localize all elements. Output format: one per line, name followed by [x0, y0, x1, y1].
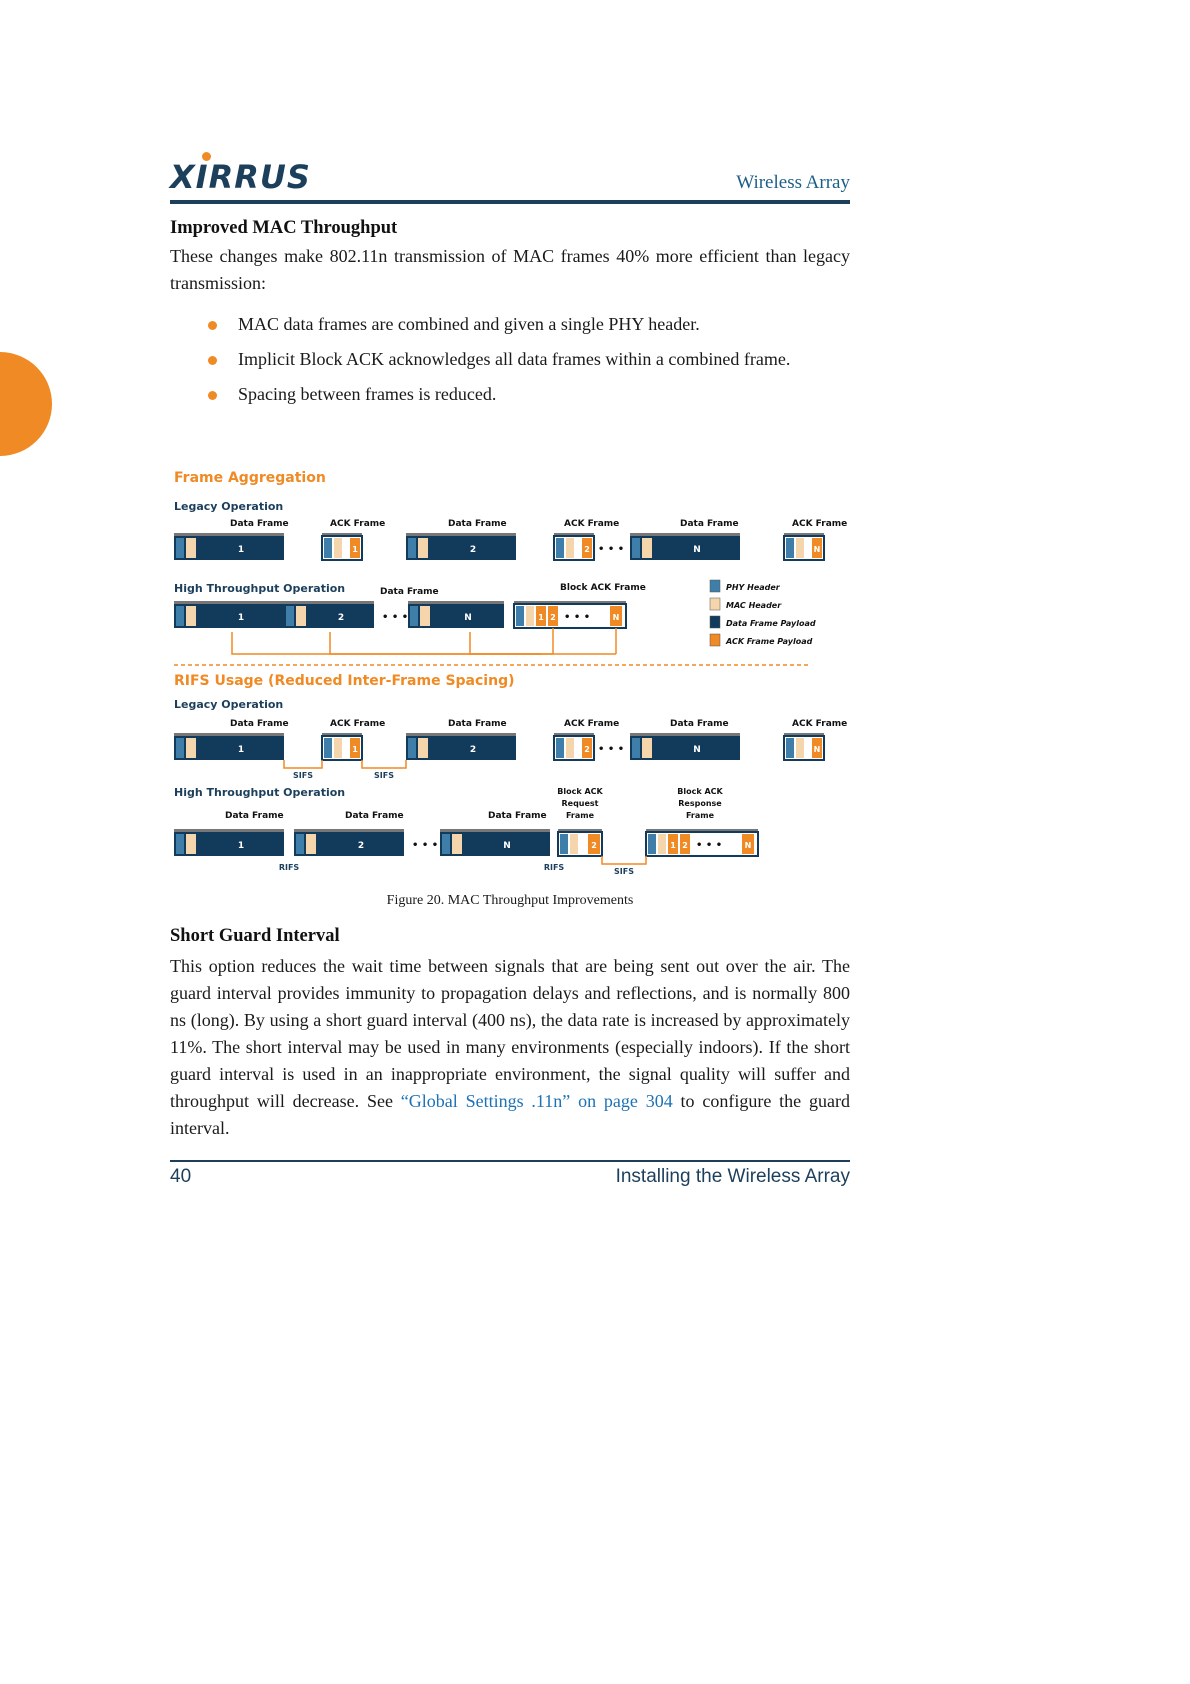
ellipsis: • • • — [696, 840, 723, 851]
diagram-label: Data Frame — [448, 719, 507, 729]
mac-header-block — [186, 834, 196, 854]
frame-number: 2 — [591, 841, 597, 850]
list-item: Spacing between frames is reduced. — [170, 381, 850, 408]
legend-label: Data Frame Payload — [726, 619, 816, 628]
frame-number: 1 — [352, 745, 358, 754]
frame-top-bar — [630, 733, 740, 736]
section-title: Short Guard Interval — [170, 926, 340, 946]
mac-header-block — [186, 538, 196, 558]
phy-header-block — [296, 834, 304, 854]
phy-header-block — [410, 606, 418, 626]
diagram-label: Request — [561, 799, 599, 808]
legend-label: PHY Header — [726, 583, 780, 592]
frame-number: N — [813, 745, 821, 754]
mac-header-block — [418, 738, 428, 758]
list-item: Implicit Block ACK acknowledges all data frames within a combined frame. — [170, 346, 850, 373]
mac-header-block — [642, 538, 652, 558]
mac-header-block — [306, 834, 316, 854]
rifs-label: RIFS — [543, 863, 565, 872]
frame-top-bar — [174, 533, 284, 536]
frame-number: N — [813, 545, 821, 554]
mac-header-block — [526, 606, 534, 626]
phy-header-block — [408, 738, 416, 758]
frame-number: 2 — [469, 545, 477, 555]
frame-number: 1 — [237, 613, 245, 623]
mac-header-block — [420, 606, 430, 626]
legend-swatch — [710, 580, 720, 592]
mac-header-block — [186, 738, 196, 758]
frame-number: N — [612, 613, 620, 622]
frame-top-bar — [440, 829, 550, 832]
frame-number: 2 — [469, 745, 477, 755]
mac-header-block — [418, 538, 428, 558]
frame-number: N — [693, 545, 701, 555]
frame-number: 1 — [352, 545, 358, 554]
sifs-bracket — [284, 760, 322, 768]
frame-number: 2 — [682, 841, 688, 850]
frame-top-bar — [174, 733, 284, 736]
frame-top-bar — [406, 733, 516, 736]
diagram-label: Response — [678, 799, 722, 808]
ack-connector-line — [470, 632, 616, 654]
frame-number: N — [744, 841, 752, 850]
mac-header-block — [296, 606, 306, 626]
bullet-icon — [208, 356, 217, 365]
diagram-label: Data Frame — [230, 519, 289, 529]
frame-number: 1 — [670, 841, 676, 850]
frame-number: N — [464, 613, 472, 623]
sifs-label: SIFS — [293, 771, 313, 780]
ellipsis: • • • — [564, 612, 591, 623]
phy-header-block — [786, 738, 794, 758]
frame-top-bar — [174, 829, 284, 832]
diagram-label: Data Frame — [448, 519, 507, 529]
ellipsis: • • • — [382, 612, 409, 623]
section-intro: These changes make 802.11n transmission of MAC frames 40% more efficient than legacy transmission: — [170, 246, 850, 293]
diagram-label: Data Frame — [345, 811, 404, 821]
diagram-label: ACK Frame — [330, 519, 386, 529]
ellipsis: • • • — [598, 744, 625, 755]
brand-logo: XIRRUS — [170, 158, 311, 196]
phy-header-block — [176, 834, 184, 854]
figure-title: Frame Aggregation — [174, 470, 326, 486]
diagram-label: Block ACK — [677, 787, 723, 796]
frame-number: 1 — [237, 545, 245, 555]
phy-header-block — [786, 538, 794, 558]
bullet-list — [170, 311, 850, 408]
mac-header-block — [796, 738, 804, 758]
frame-top-bar — [406, 533, 516, 536]
mac-header-block — [334, 738, 342, 758]
diagram-label: Data Frame — [230, 719, 289, 729]
diagram-label: Data Frame — [670, 719, 729, 729]
phy-header-block — [516, 606, 524, 626]
mac-header-block — [658, 834, 666, 854]
bullet-icon — [208, 391, 217, 400]
page-header — [170, 152, 850, 206]
phy-header-block — [324, 738, 332, 758]
diagram-label: Data Frame — [225, 811, 284, 821]
frame-top-bar — [294, 829, 404, 832]
row-label: Legacy Operation — [174, 698, 284, 711]
diagram-label: ACK Frame — [792, 519, 848, 529]
frame-number: 1 — [237, 745, 245, 755]
mac-header-block — [796, 538, 804, 558]
footer-rule — [170, 1160, 850, 1162]
ack-connector-line — [330, 632, 553, 654]
phy-header-block — [324, 538, 332, 558]
frame-top-bar — [284, 601, 374, 604]
phy-header-block — [408, 538, 416, 558]
phy-header-block — [632, 738, 640, 758]
phy-header-block — [556, 738, 564, 758]
mac-header-block — [186, 606, 196, 626]
frame-number: 2 — [550, 613, 556, 622]
sifs-label: SIFS — [374, 771, 394, 780]
mac-header-block — [642, 738, 652, 758]
frame-number: N — [693, 745, 701, 755]
section-body: This option reduces the wait time between signals that are being sent out over the air. The guard interval provides immunity to propagation delays and reflections, and is normally 800 ns (long). By using a short guard interval (400 ns), the data rate is increased by approximately 11%. The short interval may be used in many environments (especially indoors). If the short guard interval is used in an inappropriate environment, the signal quality will suffer and throughput will decrease. See “Global Settings .11n” on page 304 to configure the guard interval. — [170, 956, 850, 1138]
figure-caption: Figure 20. MAC Throughput Improvements — [386, 893, 634, 908]
legend-swatch — [710, 598, 720, 610]
ellipsis: • • • — [412, 840, 439, 851]
frame-number: 2 — [357, 841, 365, 851]
chapter-title: Installing the Wireless Array — [615, 1166, 850, 1187]
list-item: MAC data frames are combined and given a single PHY header. — [170, 311, 850, 338]
section-mac-throughput — [170, 218, 850, 416]
frame-number: 1 — [538, 613, 544, 622]
bullet-icon — [208, 321, 217, 330]
header-rule — [170, 200, 850, 204]
row-label: Legacy Operation — [174, 500, 284, 513]
mac-header-block — [570, 834, 578, 854]
diagram-label: Frame — [685, 811, 715, 820]
legend-swatch — [710, 616, 720, 628]
diagram-label: Data Frame — [380, 587, 439, 597]
ellipsis: • • • — [598, 544, 625, 555]
frame-number: 2 — [584, 745, 590, 754]
row-label: High Throughput Operation — [174, 582, 346, 595]
sifs-bracket — [362, 760, 406, 768]
sifs-bracket — [602, 856, 646, 864]
mac-header-block — [334, 538, 342, 558]
diagram-label: ACK Frame — [564, 719, 620, 729]
section-short-guard-interval — [170, 926, 850, 1142]
frame-number: 2 — [337, 613, 345, 623]
legend-label: ACK Frame Payload — [726, 637, 813, 646]
diagram-label: Data Frame — [680, 519, 739, 529]
product-name: Wireless Array — [736, 172, 850, 193]
figure-title: RIFS Usage (Reduced Inter-Frame Spacing) — [174, 673, 515, 689]
diagram-label: Data Frame — [488, 811, 547, 821]
phy-header-block — [556, 538, 564, 558]
phy-header-block — [176, 738, 184, 758]
page-number: 40 — [170, 1166, 192, 1187]
frame-top-bar — [408, 601, 504, 604]
cross-reference-link[interactable]: “Global Settings .11n” on page 304 — [400, 1091, 673, 1111]
row-label: High Throughput Operation — [174, 786, 346, 799]
sifs-label: SIFS — [614, 867, 634, 876]
phy-header-block — [560, 834, 568, 854]
phy-header-block — [442, 834, 450, 854]
mac-throughput-figure — [170, 460, 848, 880]
legend-swatch — [710, 634, 720, 646]
mac-header-block — [566, 538, 574, 558]
frame-top-bar — [630, 533, 740, 536]
frame-diagram — [170, 460, 848, 880]
legend-label: MAC Header — [726, 601, 782, 610]
phy-header-block — [648, 834, 656, 854]
frame-number: 2 — [584, 545, 590, 554]
phy-header-block — [176, 538, 184, 558]
diagram-label: ACK Frame — [564, 519, 620, 529]
diagram-label: ACK Frame — [792, 719, 848, 729]
ack-connector-line — [232, 632, 541, 654]
frame-top-bar — [174, 601, 284, 604]
phy-header-block — [286, 606, 294, 626]
diagram-label: Block ACK Frame — [560, 583, 646, 593]
mac-header-block — [452, 834, 462, 854]
frame-number: 1 — [237, 841, 245, 851]
section-title: Improved MAC Throughput — [170, 218, 398, 238]
diagram-label: ACK Frame — [330, 719, 386, 729]
phy-header-block — [176, 606, 184, 626]
frame-number: N — [503, 841, 511, 851]
diagram-label: Frame — [565, 811, 595, 820]
rifs-label: RIFS — [278, 863, 300, 872]
section-tab-marker — [0, 352, 52, 456]
phy-header-block — [632, 538, 640, 558]
mac-header-block — [566, 738, 574, 758]
diagram-label: Block ACK — [557, 787, 603, 796]
